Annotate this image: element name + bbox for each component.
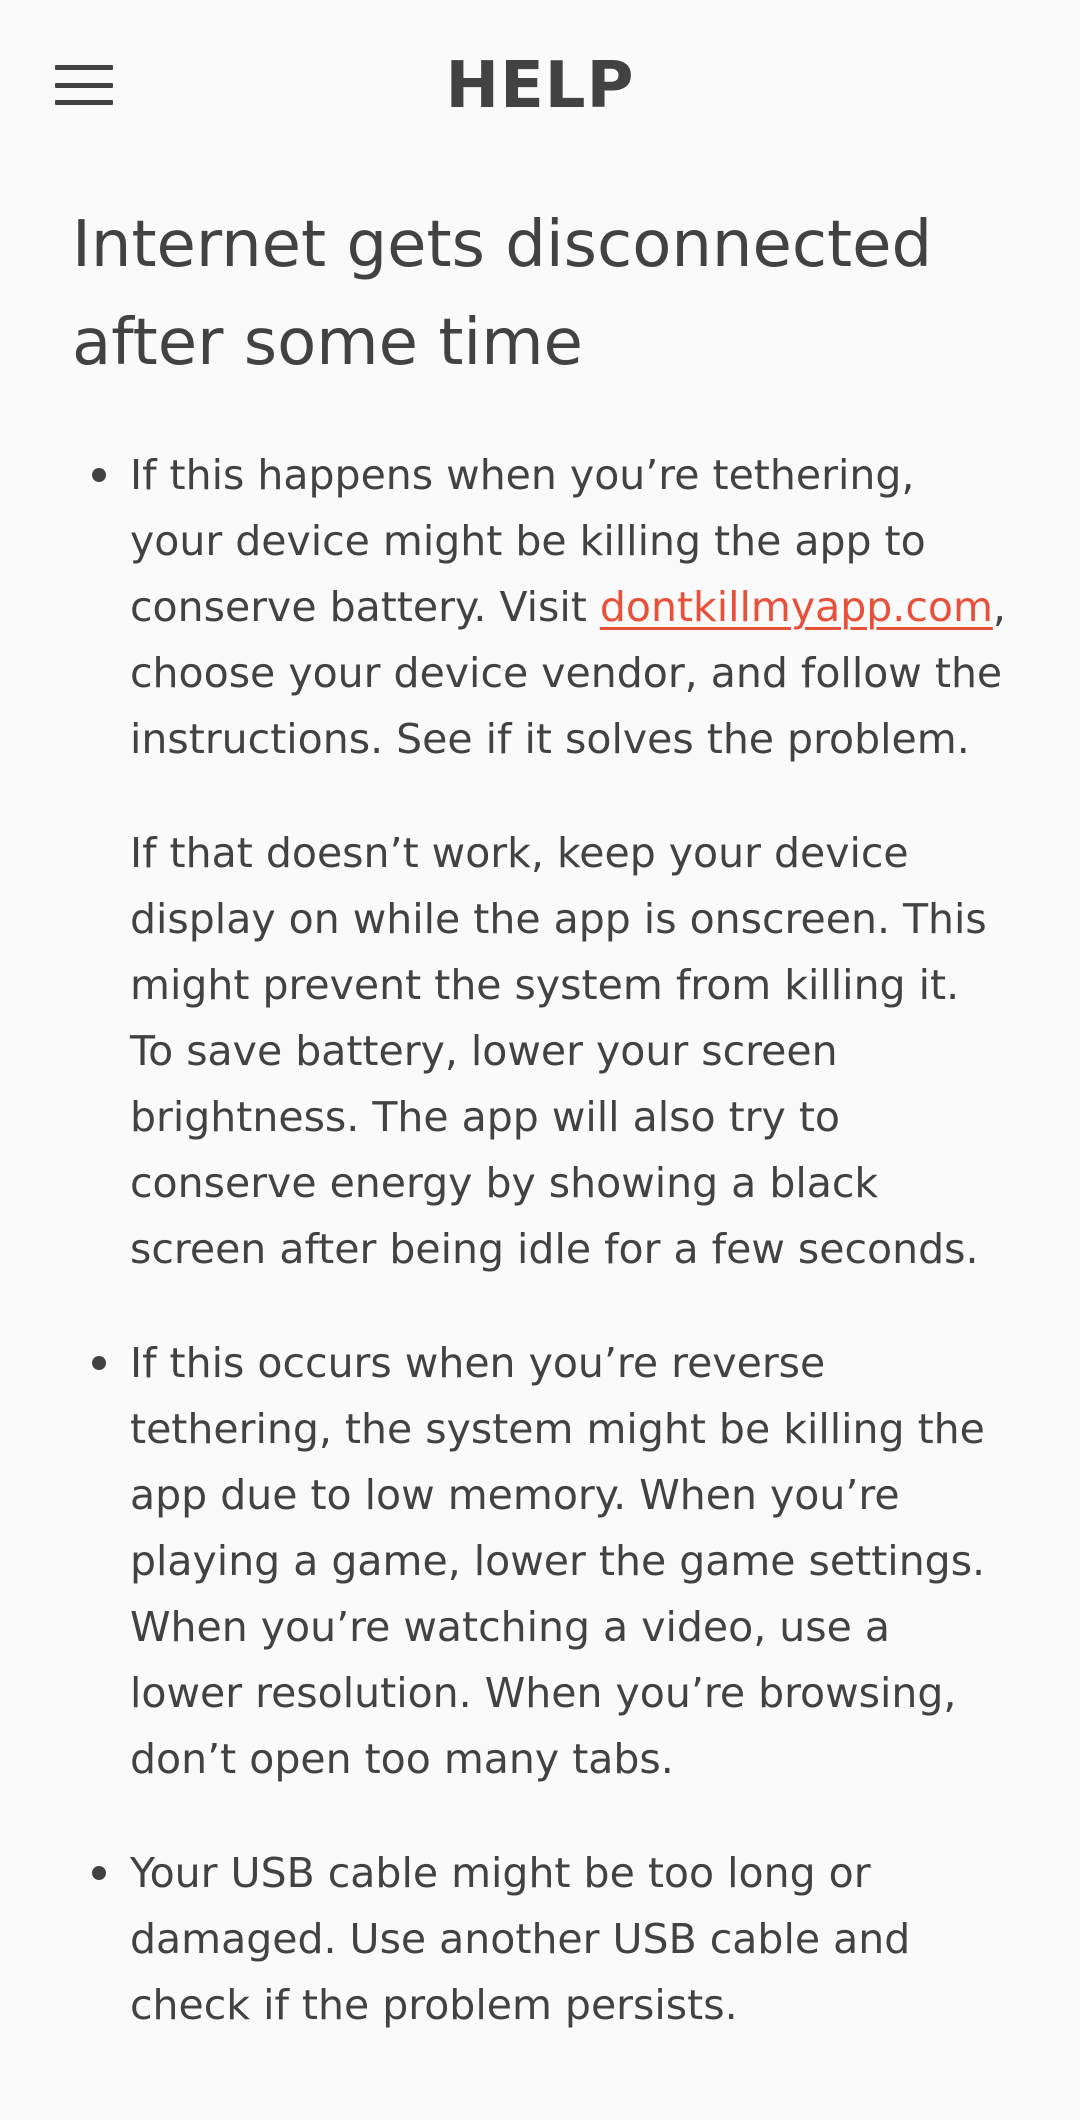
tip-paragraph: If that doesn’t work, keep your device display on while the app is onscreen. This might prevent the system from killing it. To save battery, lower your screen brightness. The app will also try to conserve energy by showing a black screen after being idle for a few seconds. [130,829,987,1273]
list-item [72,442,1012,1282]
tip-paragraph: Your USB cable might be too long or damaged. Use another USB cable and check if the problem persists. [130,1849,911,2029]
tip-text: , choose your device vendor, and follow the instructions. See if it solves the problem. [130,583,1006,763]
page-title: HELP [445,49,635,123]
help-article [72,196,1012,2086]
bullet-dot-icon [92,1356,106,1370]
bullet-dot-icon [92,1866,106,1880]
list-item [72,1840,1012,2038]
tip-paragraph [130,442,1012,772]
dontkillmyapp-link[interactable]: dontkillmyapp.com [599,583,993,631]
app-bar [0,0,1080,172]
tips-list [72,442,1012,2038]
article-heading: Internet gets disconnected after some time [72,208,933,380]
list-item [72,1330,1012,1792]
bullet-dot-icon [92,468,106,482]
tip-paragraph: If this occurs when you’re reverse tethering, the system might be killing the app due to low memory. When you’re playing a game, lower the game settings. When you’re watching a video, use a lower resolution. When you’re browsing, don’t open too many tabs. [130,1339,986,1783]
tip-text: If this happens when you’re tethering, your device might be killing the app to conserve battery. Visit [130,451,926,631]
